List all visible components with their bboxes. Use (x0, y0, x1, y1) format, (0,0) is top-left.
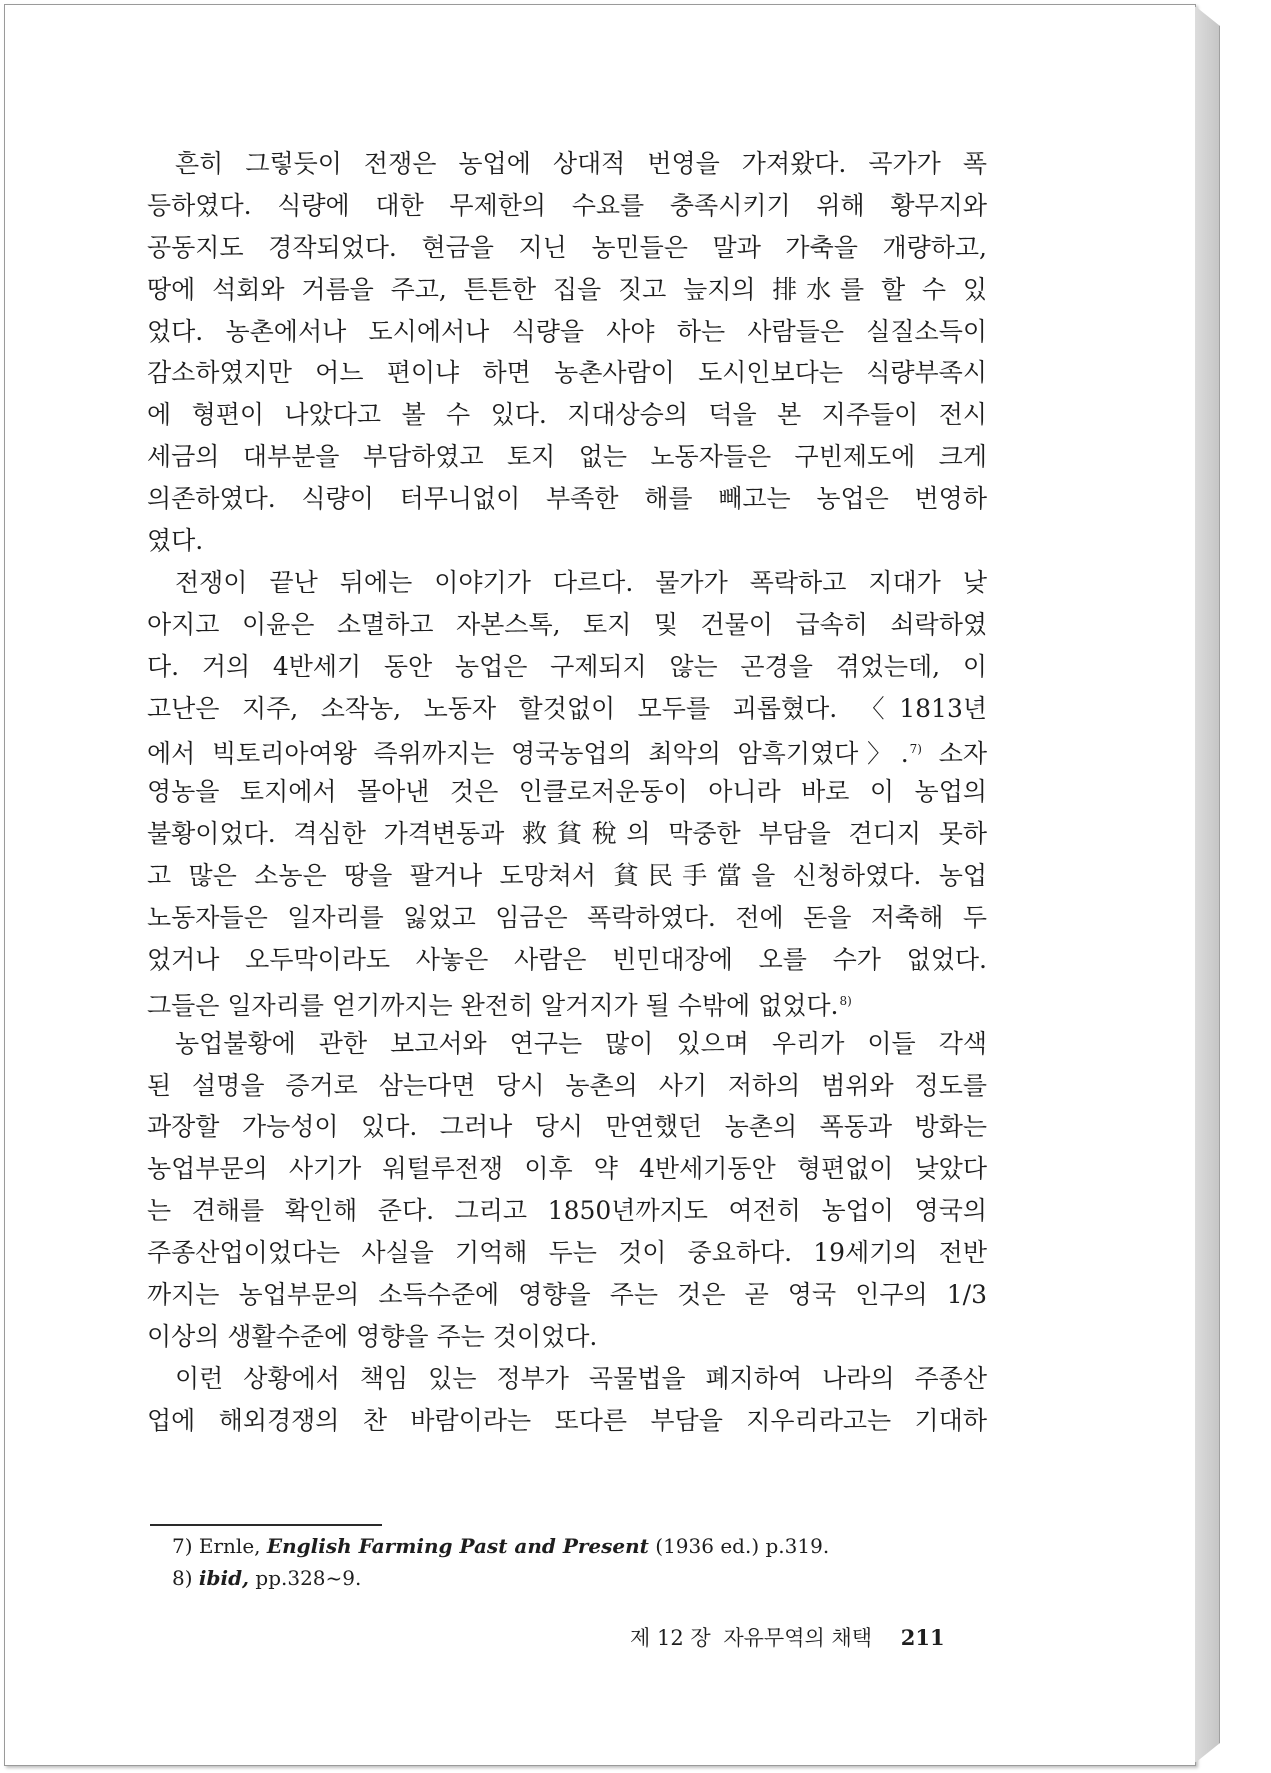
chapter-label: 제 12 장 (630, 1626, 711, 1650)
text-line: 였다. (147, 526, 204, 556)
footnote-8 (172, 1562, 829, 1594)
text-line-with-footnote (147, 981, 987, 1023)
text-line-tail: 소자 (938, 739, 987, 769)
text-line: 영농을 토지에서 몰아낸 것은 인클로저운동이 아니라 바로 이 농업의 (147, 777, 987, 807)
text-line: 불황이었다. 격심한 가격변동과 救貧稅의 막중한 부담을 견디지 못하 (147, 819, 987, 849)
text-line: 등하였다. 식량에 대한 무제한의 수요를 충족시키기 위해 황무지와 (147, 190, 987, 220)
running-footer (630, 1622, 951, 1652)
footnote-number: 8) (172, 1566, 193, 1590)
footnote-number: 7) (172, 1534, 193, 1558)
text-line: 에서 빅토리아여왕 즉위까지는 영국농업의 최악의 암흑기였다〉. (147, 739, 909, 769)
text-line: 감소하였지만 어느 편이냐 하면 농촌사람이 도시인보다는 식량부족시 (147, 358, 987, 388)
text-line: 세금의 대부분을 부담하였고 토지 없는 노동자들은 구빈제도에 크게 (147, 442, 987, 472)
text-line-with-footnote (147, 729, 987, 771)
footnote-marker: 7) (909, 742, 922, 757)
text-line: 의존하였다. 식량이 터무니없이 부족한 해를 빼고는 농업은 번영하 (147, 484, 987, 514)
text-line: 된 설명을 증거로 삼는다면 당시 농촌의 사기 저하의 범위와 정도를 (147, 1070, 987, 1100)
page-edge (1195, 6, 1220, 1763)
text-line: 다. 거의 4반세기 동안 농업은 구제되지 않는 곤경을 겪었는데, 이 (147, 651, 987, 681)
text-line: 고난은 지주, 소작농, 노동자 할것없이 모두를 괴롭혔다. 〈1813년 (147, 693, 987, 723)
text-line: 노동자들은 일자리를 잃었고 임금은 폭락하였다. 전에 돈을 저축해 두 (147, 903, 987, 933)
body-text (147, 143, 987, 1442)
text-line: 아지고 이윤은 소멸하고 자본스톡, 토지 및 건물이 급속히 쇠락하였 (147, 609, 987, 639)
text-line: 공동지도 경작되었다. 현금을 지닌 농민들은 말과 가축을 개량하고, (147, 232, 987, 262)
footnote-book-title: English Farming Past and Present (266, 1534, 649, 1558)
text-line: 주종산업이었다는 사실을 기억해 두는 것이 중요하다. 19세기의 전반 (147, 1238, 987, 1268)
text-line: 에 형편이 나았다고 볼 수 있다. 지대상승의 덕을 본 지주들이 전시 (147, 400, 987, 430)
footnote-7 (172, 1530, 829, 1562)
text-line: 었거나 오두막이라도 사놓은 사람은 빈민대장에 오를 수가 없었다. (147, 944, 987, 974)
text-line: 고 많은 소농은 땅을 팔거나 도망쳐서 貧民手當을 신청하였다. 농업 (147, 861, 987, 891)
text-line: 이상의 생활수준에 영향을 주는 것이었다. (147, 1321, 598, 1351)
footnote-marker: 8) (839, 993, 852, 1008)
text-line: 었다. 농촌에서나 도시에서나 식량을 사야 하는 사람들은 실질소득이 (147, 316, 987, 346)
text-line: 이런 상황에서 책임 있는 정부가 곡물법을 폐지하여 나라의 주종산 (175, 1363, 987, 1393)
footnotes (172, 1530, 829, 1594)
text-line: 땅에 석회와 거름을 주고, 튼튼한 집을 짓고 늪지의 排水를 할 수 있 (147, 274, 987, 304)
text-line: 업에 해외경쟁의 찬 바람이라는 또다른 부담을 지우리라고는 기대하 (147, 1405, 987, 1435)
footnote-citation: (1936 ed.) p.319. (655, 1534, 830, 1558)
footnote-ibid: ibid, (198, 1566, 250, 1590)
text-line: 흔히 그렇듯이 전쟁은 농업에 상대적 번영을 가져왔다. 곡가가 폭 (175, 149, 987, 178)
text-line: 농업부문의 사기가 워털루전쟁 이후 약 4반세기동안 형편없이 낮았다 (147, 1154, 987, 1184)
text-line: 까지는 농업부문의 소득수준에 영향을 주는 것은 곧 영국 인구의 1/3 (147, 1280, 987, 1310)
text-line: 그들은 일자리를 얻기까지는 완전히 알거지가 될 수밖에 없었다. (147, 990, 839, 1020)
page-number: 211 (900, 1625, 945, 1650)
footnote-author: Ernle, (198, 1534, 261, 1558)
chapter-title: 자유무역의 채택 (723, 1626, 873, 1650)
text-line: 농업불황에 관한 보고서와 연구는 많이 있으며 우리가 이들 각색 (175, 1028, 987, 1058)
text-line: 전쟁이 끝난 뒤에는 이야기가 다르다. 물가가 폭락하고 지대가 낮 (175, 567, 987, 597)
footnote-separator (150, 1524, 382, 1526)
text-line: 과장할 가능성이 있다. 그러나 당시 만연했던 농촌의 폭동과 방화는 (147, 1112, 987, 1142)
text-line: 는 견해를 확인해 준다. 그리고 1850년까지도 여전히 농업이 영국의 (147, 1196, 987, 1226)
footnote-citation: pp.328~9. (255, 1566, 362, 1590)
